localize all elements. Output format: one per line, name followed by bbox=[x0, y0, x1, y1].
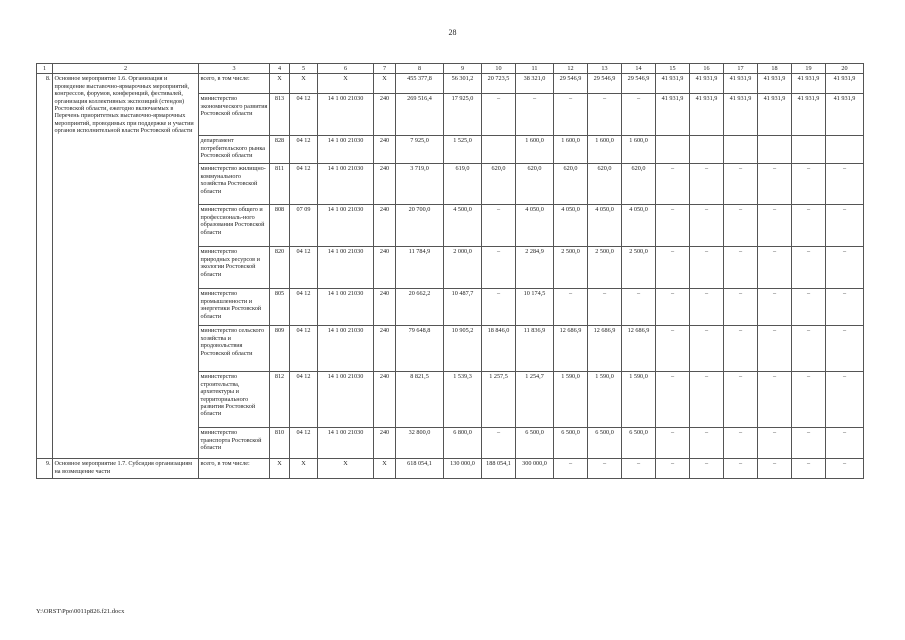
target-article-code: 14 1 00 21030 bbox=[318, 136, 374, 164]
column-number: 9 bbox=[444, 64, 482, 74]
column-number: 11 bbox=[516, 64, 554, 74]
amount-cell: – bbox=[724, 164, 758, 205]
row-number: 8. bbox=[37, 74, 53, 459]
amount-cell: 1 600,0 bbox=[588, 136, 622, 164]
amount-cell: – bbox=[622, 289, 656, 326]
amount-cell: 618 054,1 bbox=[396, 459, 444, 479]
column-number: 1 bbox=[37, 64, 53, 74]
amount-cell: 188 054,1 bbox=[482, 459, 516, 479]
amount-cell: – bbox=[792, 326, 826, 372]
amount-cell: 20 662,2 bbox=[396, 289, 444, 326]
amount-cell: – bbox=[656, 247, 690, 289]
target-article-code: 14 1 00 21030 bbox=[318, 326, 374, 372]
amount-cell: – bbox=[724, 326, 758, 372]
amount-cell: – bbox=[690, 164, 724, 205]
amount-cell: – bbox=[656, 326, 690, 372]
budget-table bbox=[36, 63, 864, 479]
amount-cell: 18 846,0 bbox=[482, 326, 516, 372]
column-number: 20 bbox=[826, 64, 864, 74]
amount-cell: 12 686,9 bbox=[554, 326, 588, 372]
amount-cell: – bbox=[792, 164, 826, 205]
amount-cell: 12 686,9 bbox=[588, 326, 622, 372]
amount-cell: 269 516,4 bbox=[396, 94, 444, 136]
amount-cell: – bbox=[758, 205, 792, 247]
amount-cell: 29 546,9 bbox=[588, 74, 622, 94]
amount-cell: – bbox=[554, 459, 588, 479]
amount-cell: 41 931,9 bbox=[792, 74, 826, 94]
column-number: 16 bbox=[690, 64, 724, 74]
amount-cell: – bbox=[758, 428, 792, 459]
column-number: 19 bbox=[792, 64, 826, 74]
expense-type-code: 240 bbox=[374, 136, 396, 164]
amount-cell: – bbox=[690, 459, 724, 479]
target-article-code: 14 1 00 21030 bbox=[318, 428, 374, 459]
column-number: 4 bbox=[270, 64, 290, 74]
amount-cell: – bbox=[588, 289, 622, 326]
column-number: 5 bbox=[290, 64, 318, 74]
amount-cell: 455 377,8 bbox=[396, 74, 444, 94]
executor-name: министерство промышленности и энергетики Ростовской области bbox=[199, 289, 270, 326]
amount-cell: – bbox=[792, 289, 826, 326]
amount-cell: – bbox=[690, 247, 724, 289]
amount-cell: 4 500,0 bbox=[444, 205, 482, 247]
grbs-code: 809 bbox=[270, 326, 290, 372]
target-article-code: 14 1 00 21030 bbox=[318, 164, 374, 205]
amount-cell: 4 050,0 bbox=[622, 205, 656, 247]
amount-cell: 17 925,0 bbox=[444, 94, 482, 136]
amount-cell: 1 525,0 bbox=[444, 136, 482, 164]
amount-cell: 4 050,0 bbox=[588, 205, 622, 247]
file-path-footer: Y:\ORST\Ppo\0011p826.f21.docx bbox=[36, 608, 125, 615]
column-number: 3 bbox=[199, 64, 270, 74]
amount-cell: – bbox=[516, 94, 554, 136]
section-code: 04 12 bbox=[290, 428, 318, 459]
amount-cell: 20 700,0 bbox=[396, 205, 444, 247]
amount-cell: – bbox=[792, 247, 826, 289]
column-number: 18 bbox=[758, 64, 792, 74]
amount-cell: 620,0 bbox=[588, 164, 622, 205]
amount-cell: – bbox=[656, 205, 690, 247]
amount-cell: 29 546,9 bbox=[622, 74, 656, 94]
amount-cell: 6 800,0 bbox=[444, 428, 482, 459]
amount-cell: 11 784,9 bbox=[396, 247, 444, 289]
amount-cell: 620,0 bbox=[622, 164, 656, 205]
expense-type-code: 240 bbox=[374, 428, 396, 459]
executor-name: министерство общего и профессиональ-ного образования Ростовской области bbox=[199, 205, 270, 247]
expense-type-code: 240 bbox=[374, 372, 396, 428]
executor-name: министерство экономического развития Ростовской области bbox=[199, 94, 270, 136]
amount-cell: – bbox=[656, 459, 690, 479]
amount-cell: 41 931,9 bbox=[826, 74, 864, 94]
amount-cell: – bbox=[826, 326, 864, 372]
amount-cell bbox=[792, 136, 826, 164]
amount-cell: 38 321,0 bbox=[516, 74, 554, 94]
amount-cell: – bbox=[792, 205, 826, 247]
amount-cell: – bbox=[554, 94, 588, 136]
amount-cell: 2 500,0 bbox=[554, 247, 588, 289]
amount-cell: 41 931,9 bbox=[724, 94, 758, 136]
amount-cell: – bbox=[792, 459, 826, 479]
executor-name: министерство строительства, архитектуры и территориального развития Ростовской области bbox=[199, 372, 270, 428]
amount-cell: – bbox=[656, 289, 690, 326]
column-number: 7 bbox=[374, 64, 396, 74]
amount-cell: – bbox=[758, 459, 792, 479]
amount-cell: 41 931,9 bbox=[690, 94, 724, 136]
executor-name: всего, в том числе: bbox=[199, 459, 270, 479]
amount-cell: – bbox=[622, 459, 656, 479]
grbs-code: 811 bbox=[270, 164, 290, 205]
amount-cell bbox=[656, 136, 690, 164]
amount-cell: 29 546,9 bbox=[554, 74, 588, 94]
section-code: 04 12 bbox=[290, 164, 318, 205]
measure-name: Основное мероприятие 1.7. Субсидия организациям на возмещение части bbox=[53, 459, 199, 479]
amount-cell: 41 931,9 bbox=[656, 74, 690, 94]
executor-name: министерство транспорта Ростовской области bbox=[199, 428, 270, 459]
amount-cell: – bbox=[690, 428, 724, 459]
amount-cell: – bbox=[724, 247, 758, 289]
executor-name: департамент потребительского рынка Ростовской области bbox=[199, 136, 270, 164]
column-number: 10 bbox=[482, 64, 516, 74]
amount-cell: – bbox=[482, 289, 516, 326]
amount-cell: – bbox=[758, 247, 792, 289]
amount-cell: 6 500,0 bbox=[516, 428, 554, 459]
amount-cell bbox=[758, 136, 792, 164]
amount-cell: 2 000,0 bbox=[444, 247, 482, 289]
grbs-code: 808 bbox=[270, 205, 290, 247]
amount-cell: – bbox=[690, 326, 724, 372]
expense-type-code: X bbox=[374, 459, 396, 479]
amount-cell: – bbox=[758, 326, 792, 372]
amount-cell: – bbox=[792, 372, 826, 428]
amount-cell: 3 719,0 bbox=[396, 164, 444, 205]
executor-name: министерство сельского хозяйства и продовольствия Ростовской области bbox=[199, 326, 270, 372]
amount-cell: – bbox=[656, 164, 690, 205]
amount-cell: – bbox=[826, 372, 864, 428]
section-code: 04 12 bbox=[290, 94, 318, 136]
grbs-code: 805 bbox=[270, 289, 290, 326]
amount-cell: 41 931,9 bbox=[656, 94, 690, 136]
amount-cell: 1 590,0 bbox=[622, 372, 656, 428]
section-code: 04 12 bbox=[290, 136, 318, 164]
amount-cell: – bbox=[826, 428, 864, 459]
amount-cell: 32 800,0 bbox=[396, 428, 444, 459]
executor-name: министерство жилищно-коммунального хозяйства Ростовской области bbox=[199, 164, 270, 205]
grbs-code: 820 bbox=[270, 247, 290, 289]
amount-cell: 2 500,0 bbox=[622, 247, 656, 289]
amount-cell: 56 301,2 bbox=[444, 74, 482, 94]
amount-cell: 6 500,0 bbox=[554, 428, 588, 459]
amount-cell bbox=[724, 136, 758, 164]
amount-cell: 41 931,9 bbox=[724, 74, 758, 94]
amount-cell: – bbox=[690, 289, 724, 326]
section-code: 04 12 bbox=[290, 372, 318, 428]
expense-type-code: 240 bbox=[374, 326, 396, 372]
expense-type-code: 240 bbox=[374, 164, 396, 205]
amount-cell: 6 500,0 bbox=[588, 428, 622, 459]
target-article-code: 14 1 00 21030 bbox=[318, 205, 374, 247]
amount-cell: 11 836,9 bbox=[516, 326, 554, 372]
amount-cell: 4 050,0 bbox=[554, 205, 588, 247]
amount-cell: – bbox=[482, 94, 516, 136]
target-article-code: 14 1 00 21030 bbox=[318, 372, 374, 428]
amount-cell: 41 931,9 bbox=[792, 94, 826, 136]
amount-cell bbox=[826, 136, 864, 164]
amount-cell: 1 539,3 bbox=[444, 372, 482, 428]
amount-cell: 41 931,9 bbox=[690, 74, 724, 94]
amount-cell: – bbox=[792, 428, 826, 459]
column-number: 12 bbox=[554, 64, 588, 74]
amount-cell: – bbox=[724, 205, 758, 247]
target-article-code: 14 1 00 21030 bbox=[318, 94, 374, 136]
section-code: 04 12 bbox=[290, 289, 318, 326]
amount-cell: – bbox=[724, 372, 758, 428]
amount-cell: 1 600,0 bbox=[622, 136, 656, 164]
executor-name: всего, в том числе: bbox=[199, 74, 270, 94]
amount-cell: – bbox=[690, 372, 724, 428]
amount-cell: – bbox=[826, 247, 864, 289]
section-code: 07 09 bbox=[290, 205, 318, 247]
executor-name: министерство природных ресурсов и экологии Ростовской области bbox=[199, 247, 270, 289]
column-number: 13 bbox=[588, 64, 622, 74]
amount-cell: 20 723,5 bbox=[482, 74, 516, 94]
grbs-code: 828 bbox=[270, 136, 290, 164]
amount-cell: 41 931,9 bbox=[758, 94, 792, 136]
measure-name: Основное мероприятие 1.6. Организация и проведение выставочно-ярмарочных мероприятий, конгрессов, форумов, конференций, фестивалей, организация коллективных экспозиций (стендов) Ростовской области, ежегодно включаемых в Перечень приоритетных выставочно-ярмарочных мероприятий, проводимых при поддержке и участии органов исполнительной власти Ростовской области bbox=[53, 74, 199, 459]
amount-cell: 6 500,0 bbox=[622, 428, 656, 459]
amount-cell: – bbox=[758, 289, 792, 326]
amount-cell: – bbox=[482, 428, 516, 459]
amount-cell: 41 931,9 bbox=[758, 74, 792, 94]
amount-cell: – bbox=[482, 247, 516, 289]
amount-cell: – bbox=[656, 428, 690, 459]
section-code: 04 12 bbox=[290, 326, 318, 372]
column-number: 6 bbox=[318, 64, 374, 74]
amount-cell: – bbox=[826, 205, 864, 247]
amount-cell: 10 487,7 bbox=[444, 289, 482, 326]
amount-cell: 1 254,7 bbox=[516, 372, 554, 428]
amount-cell: 300 000,0 bbox=[516, 459, 554, 479]
expense-type-code: 240 bbox=[374, 94, 396, 136]
grbs-code: 810 bbox=[270, 428, 290, 459]
grbs-code: X bbox=[270, 74, 290, 94]
amount-cell: 1 600,0 bbox=[554, 136, 588, 164]
amount-cell: – bbox=[588, 459, 622, 479]
target-article-code: X bbox=[318, 459, 374, 479]
amount-cell: – bbox=[826, 164, 864, 205]
amount-cell: 10 174,5 bbox=[516, 289, 554, 326]
amount-cell: 8 821,5 bbox=[396, 372, 444, 428]
amount-cell: 2 500,0 bbox=[588, 247, 622, 289]
column-number: 17 bbox=[724, 64, 758, 74]
amount-cell: 4 050,0 bbox=[516, 205, 554, 247]
amount-cell: – bbox=[826, 289, 864, 326]
amount-cell: – bbox=[724, 459, 758, 479]
row-number: 9. bbox=[37, 459, 53, 479]
amount-cell: – bbox=[758, 372, 792, 428]
amount-cell: – bbox=[724, 428, 758, 459]
amount-cell: – bbox=[482, 205, 516, 247]
amount-cell: 130 000,0 bbox=[444, 459, 482, 479]
amount-cell: 7 925,0 bbox=[396, 136, 444, 164]
amount-cell: – bbox=[724, 289, 758, 326]
table-row bbox=[37, 74, 864, 94]
grbs-code: 813 bbox=[270, 94, 290, 136]
amount-cell bbox=[690, 136, 724, 164]
amount-cell: 2 284,9 bbox=[516, 247, 554, 289]
amount-cell: – bbox=[656, 372, 690, 428]
grbs-code: X bbox=[270, 459, 290, 479]
amount-cell: 1 590,0 bbox=[588, 372, 622, 428]
amount-cell bbox=[482, 136, 516, 164]
column-number: 15 bbox=[656, 64, 690, 74]
expense-type-code: 240 bbox=[374, 205, 396, 247]
amount-cell: – bbox=[622, 94, 656, 136]
amount-cell: 79 648,8 bbox=[396, 326, 444, 372]
amount-cell: 1 600,0 bbox=[516, 136, 554, 164]
amount-cell: – bbox=[826, 459, 864, 479]
amount-cell: – bbox=[588, 94, 622, 136]
expense-type-code: 240 bbox=[374, 289, 396, 326]
page-number: 28 bbox=[448, 28, 457, 37]
section-code: 04 12 bbox=[290, 247, 318, 289]
column-number-row bbox=[37, 64, 864, 74]
amount-cell: – bbox=[554, 289, 588, 326]
column-number: 2 bbox=[53, 64, 199, 74]
amount-cell: – bbox=[758, 164, 792, 205]
grbs-code: 812 bbox=[270, 372, 290, 428]
target-article-code: X bbox=[318, 74, 374, 94]
section-code: X bbox=[290, 459, 318, 479]
column-number: 14 bbox=[622, 64, 656, 74]
table-row bbox=[37, 459, 864, 479]
amount-cell: 41 931,9 bbox=[826, 94, 864, 136]
amount-cell: 619,0 bbox=[444, 164, 482, 205]
amount-cell: 620,0 bbox=[516, 164, 554, 205]
section-code: X bbox=[290, 74, 318, 94]
amount-cell: 1 257,5 bbox=[482, 372, 516, 428]
expense-type-code: 240 bbox=[374, 247, 396, 289]
amount-cell: 620,0 bbox=[554, 164, 588, 205]
amount-cell: 620,0 bbox=[482, 164, 516, 205]
amount-cell: 1 590,0 bbox=[554, 372, 588, 428]
expense-type-code: X bbox=[374, 74, 396, 94]
amount-cell: 12 686,9 bbox=[622, 326, 656, 372]
amount-cell: 10 905,2 bbox=[444, 326, 482, 372]
target-article-code: 14 1 00 21030 bbox=[318, 289, 374, 326]
target-article-code: 14 1 00 21030 bbox=[318, 247, 374, 289]
column-number: 8 bbox=[396, 64, 444, 74]
amount-cell: – bbox=[690, 205, 724, 247]
